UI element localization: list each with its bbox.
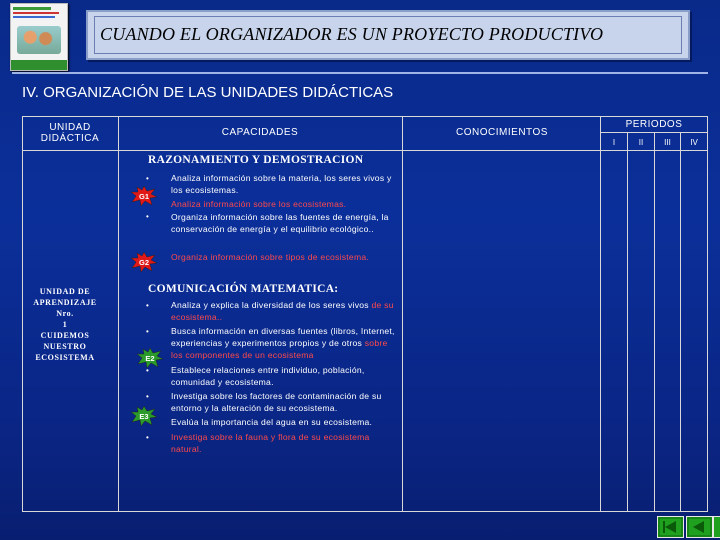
period-2: II [638, 138, 644, 147]
nav-first-icon [657, 516, 684, 538]
capacidad-item: Organiza información sobre tipos de ecosistema. [171, 252, 370, 262]
capacidad-item: Analiza información sobre los ecosistemas. [171, 199, 347, 209]
section-title-razonamiento: RAZONAMIENTO Y DEMOSTRACION [148, 154, 364, 166]
header-unidad: UNIDAD DIDÁCTICA [40, 122, 100, 144]
badge-g1: G1 [131, 186, 157, 206]
header-capacidades: CAPACIDADES [221, 127, 299, 138]
period-1: I [612, 138, 616, 147]
children-image [17, 26, 61, 54]
section-title-comunicacion: COMUNICACIÓN MATEMATICA: [148, 283, 339, 295]
nav-prev-icon [686, 516, 713, 538]
cover-thumbnail [10, 3, 68, 71]
page-title: CUANDO EL ORGANIZADOR ES UN PROYECTO PRODUCTIVO [100, 24, 604, 44]
capacidad-item: Organiza información sobre las fuentes de energía, la conservación de energía y el equilibrio ecológico.. [171, 212, 389, 234]
nav-first-button[interactable] [657, 516, 684, 538]
capacidad-item: Establece relaciones entre individuo, población, comunidad y ecosistema. [171, 365, 365, 387]
title-box [86, 10, 690, 60]
header-bar [0, 0, 720, 72]
period-3: III [664, 138, 671, 147]
capacidad-item: Evalúa la importancia del agua en su ecosistema. [171, 417, 373, 427]
header-periodos: PERIODOS [625, 119, 683, 130]
bullet-icon: • [146, 366, 149, 375]
bullet-icon: • [146, 174, 149, 183]
bullet-icon: • [146, 212, 149, 221]
capacidad-item: Busca información en diversas fuentes (libros, Internet, experiencias y experimentos propios y de otros sobre los componentes de un ecosistema [171, 326, 395, 360]
badge-g2: G2 [131, 252, 157, 272]
bullet-icon: • [146, 392, 149, 401]
divider [12, 72, 708, 74]
unidad-label: UNIDAD DE APRENDIZAJE Nro. 1 CUIDEMOS NUESTRO ECOSISTEMA [33, 287, 97, 362]
section-subtitle: IV. ORGANIZACIÓN DE LAS UNIDADES DIDÁCTICAS [22, 84, 394, 101]
bullet-icon: • [146, 301, 149, 310]
bullet-icon: • [146, 433, 149, 442]
header-conocimientos: CONOCIMIENTOS [456, 127, 548, 138]
capacidad-item: Analiza información sobre la materia, los seres vivos y los ecosistemas. [171, 173, 392, 195]
capacidad-item: Investiga sobre la fauna y flora de su ecosistema natural. [171, 432, 370, 454]
badge-e3: E3 [131, 406, 157, 426]
nav-next-button[interactable] [713, 516, 720, 538]
period-4: IV [690, 138, 698, 147]
capacidad-item: Analiza y explica la diversidad de los seres vivos de su ecosistema.. [171, 300, 394, 322]
bullet-icon: • [146, 327, 149, 336]
capacidad-item: Investiga sobre los factores de contaminación de su entorno y la alteración de su ecosistema. [171, 391, 382, 413]
nav-prev-button[interactable] [686, 516, 713, 538]
nav-next-icon [713, 516, 720, 538]
badge-e2: E2 [137, 348, 163, 368]
